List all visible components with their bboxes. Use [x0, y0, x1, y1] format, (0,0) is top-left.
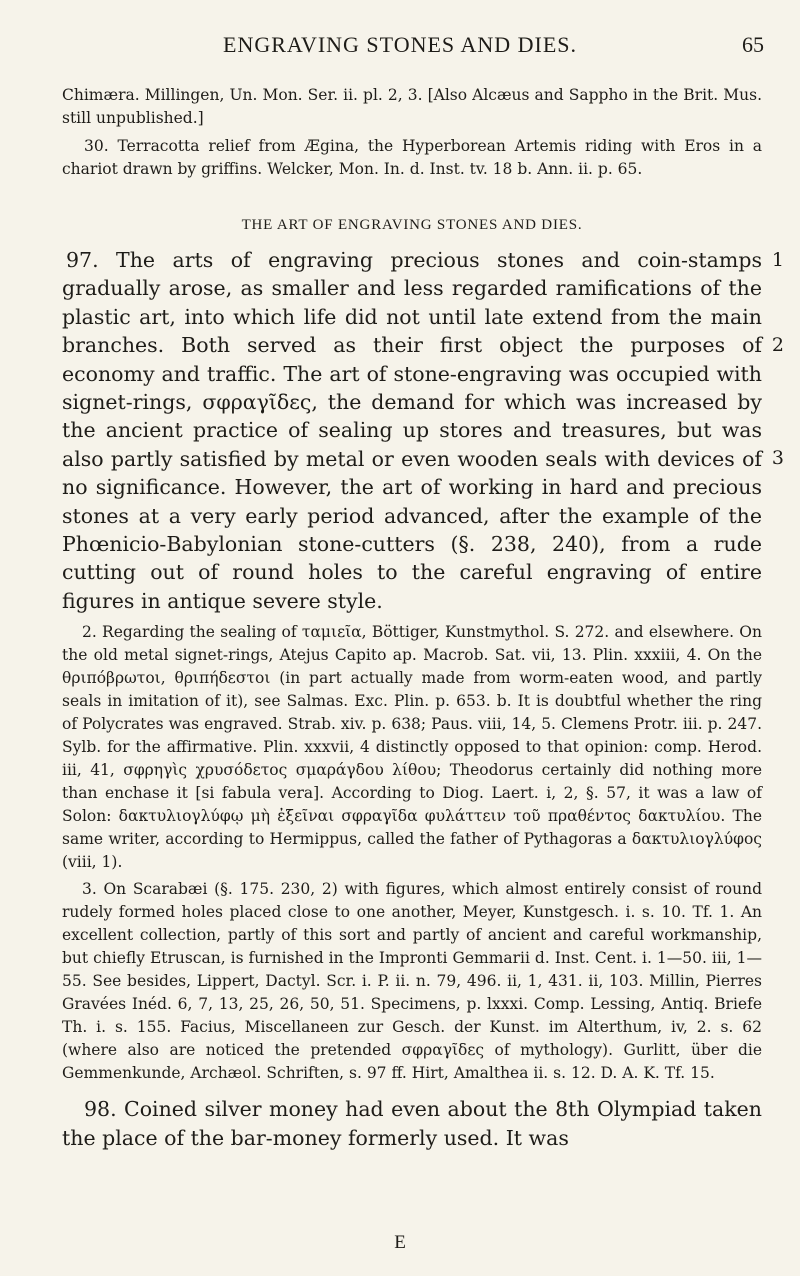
item-30-paragraph: 30. Terracotta relief from Ægina, the Hyperborean Artemis riding with Eros in a chariot drawn by griffins. Welcker, Mon. In. d. Inst. tv. 18 b. Ann. ii. p. 65. — [62, 137, 762, 178]
paragraph-text: The arts of engraving precious stones and coin-stamps gradually arose, as smaller and less regarded ramifications of the plastic art, into which life did not until late extend from the main branches. Both served as their first object the purposes of economy and traffic. The art of stone-engraving was occupied with signet-rings, σφραγῖδες, the demand for which was increased by the ancient practice of sealing up stores and treasures, but was also partly satisfied by metal or even wooden seals with devices of no significance. However, the art of working in hard and precious stones at a very early period advanced, after the example of the Phœnicio-Babylonian stone-cutters (§. 238, 240), from a rude cutting out of round holes to the careful engraving of entire figures in antique severe style. — [62, 248, 762, 613]
running-title: ENGRAVING STONES AND DIES. — [223, 32, 577, 57]
signature-mark: E — [394, 1232, 406, 1253]
margin-ref-2: 2 — [771, 334, 784, 356]
intro-paragraph: Chimæra. Millingen, Un. Mon. Ser. ii. pl. 2, 3. [Also Alcæus and Sappho in the Brit. Mus. still unpublished.] — [62, 86, 762, 127]
page-body — [62, 84, 784, 1152]
paragraph-number: 97. — [66, 248, 99, 272]
margin-ref-1: 1 — [771, 249, 784, 271]
note-3: 3. On Scarabæi (§. 175. 230, 2) with figures, which almost entirely consist of round rudely formed holes placed close to one another, Meyer, Kunstgesch. i. s. 10. Tf. 1. An excellent collection, partly of this sort and partly of ancient and careful workmanship, but chiefly Etruscan, is furnished in the Impronti Gemmarii d. Inst. Cent. i. 1—50. iii, 1—55. See besides, Lippert, Dactyl. Scr. i. P. ii. n. 79, 496. ii, 1, 431. ii, 103. Millin, Pierres Gravées Inéd. 6, 7, 13, 25, 26, 50, 51. Specimens, p. lxxxi. Comp. Lessing, Antiq. Briefe Th. i. s. 155. Facius, Miscellaneen zur Gesch. der Kunst. im Alterthum, iv, 2. s. 62 (where also are noticed the pretended σφραγῖδες of mythology). Gurlitt, über die Gemmenkunde, Archæol. Schriften, s. 97 ff. Hirt, Amalthea ii. s. 12. D. A. K. Tf. 15. — [62, 880, 762, 1083]
page-number: 65 — [742, 32, 764, 57]
footnotes — [62, 621, 762, 1085]
section-heading: THE ART OF ENGRAVING STONES AND DIES. — [241, 217, 583, 233]
running-head — [0, 22, 800, 62]
margin-ref-3: 3 — [771, 447, 784, 469]
note-2: 2. Regarding the sealing of ταμιεῖα, Böttiger, Kunstmythol. S. 272. and elsewhere. On the old metal signet-rings, Atejus Capito ap. Macrob. Sat. vii, 13. Plin. xxxiii, 4. On the θριπόβρωτοι, θριπήδεστοι (in part actually made from worm-eaten wood, and partly seals in imitation of it), see Salmas. Exc. Plin. p. 653. b. It is doubtful whether the ring of Polycrates was engraved. Strab. xiv. p. 638; Paus. viii, 14, 5. Clemens Protr. iii. p. 247. Sylb. for the affirmative. Plin. xxxvii, 4 distinctly opposed to that opinion: comp. Herod. iii, 41, σφρηγὶς χρυσόδετος σμαράγδου λίθου; Theodorus certainly did nothing more than enchase it [si fabula vera]. According to Diog. Laert. i, 2, §. 57, it was a law of Solon: δακτυλιογλύφῳ μὴ ἐξεῖναι σφραγῖδα φυλάττειν τοῦ πραθέντος δακτυλίου. The same writer, according to Hermippus, called the father of Pythagoras a δακτυλιογλύφος (viii, 1). — [62, 623, 762, 872]
main-paragraph — [62, 246, 784, 615]
closing-paragraph: 98. Coined silver money had even about the 8th Olympiad taken the place of the bar-money formerly used. It was — [62, 1097, 762, 1150]
